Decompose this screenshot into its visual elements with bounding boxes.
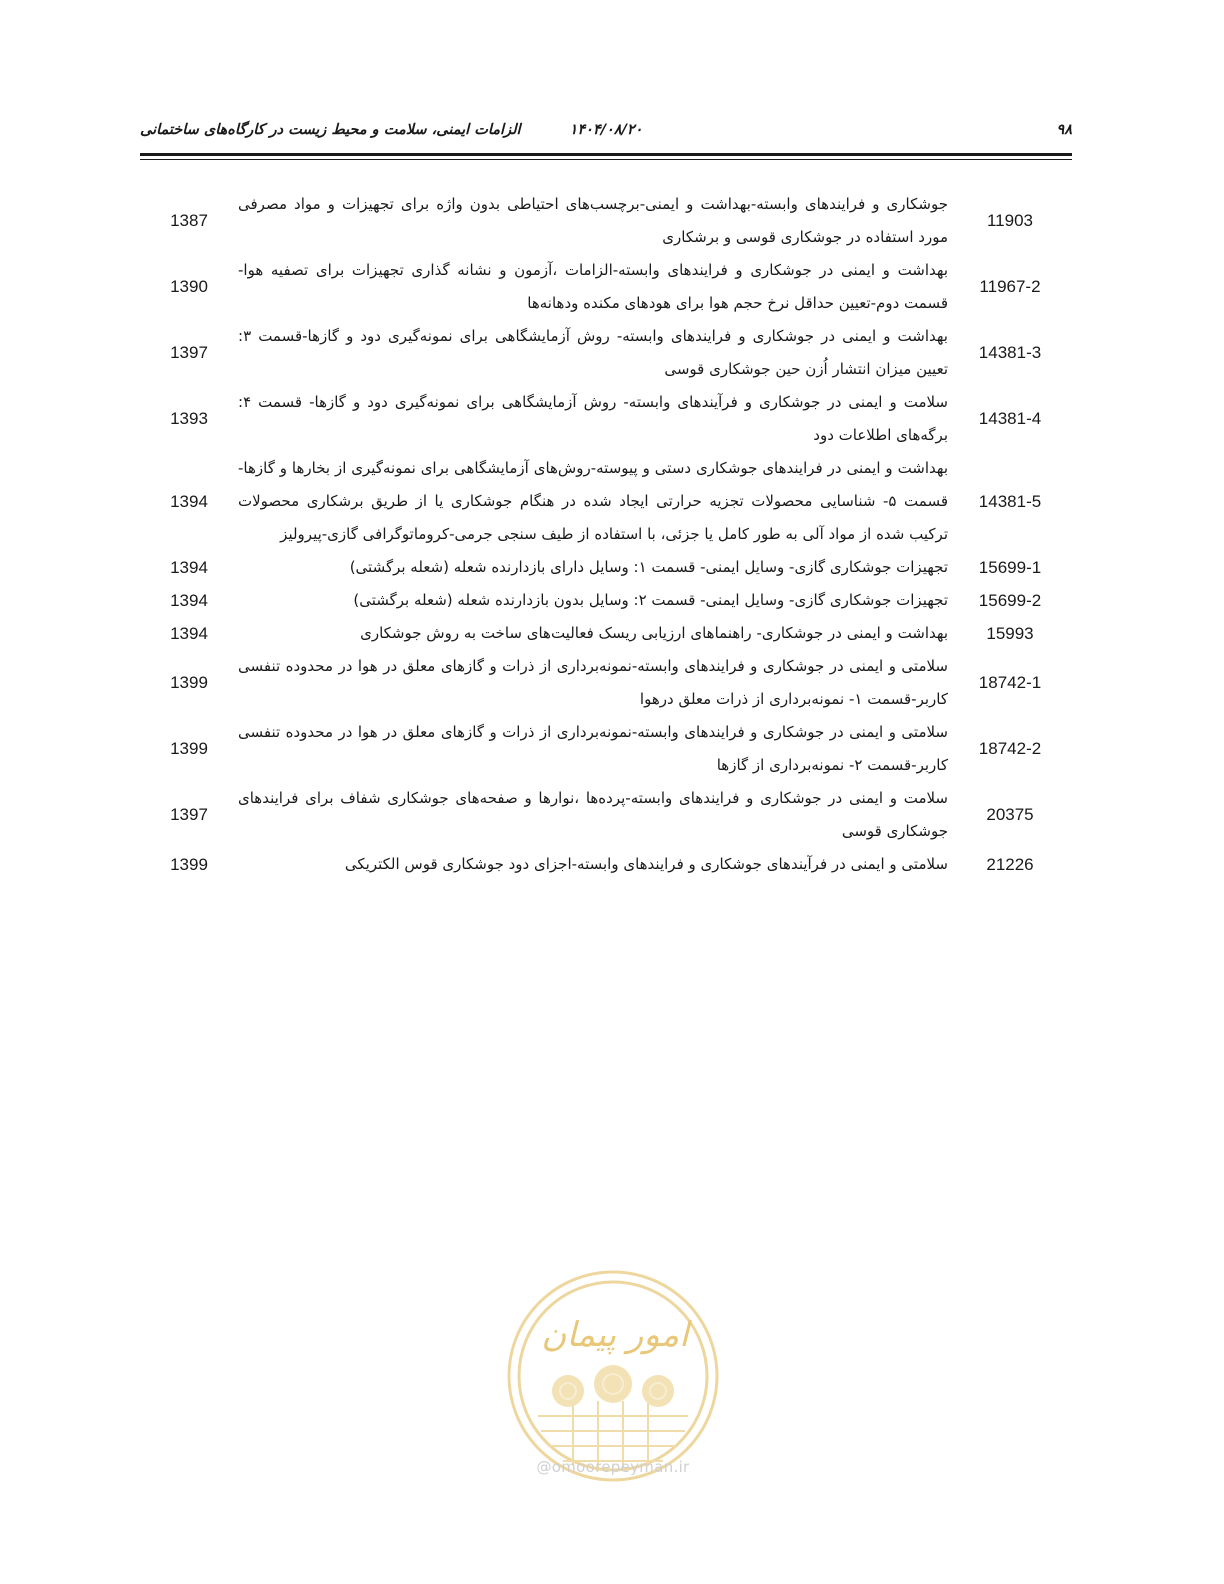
standard-title: تجهیزات جوشکاری گازی- وسایل ایمنی- قسمت ۱: وسایل دارای بازدارنده شعله (شعله برگشتی) <box>349 558 948 576</box>
table-row <box>140 320 1072 386</box>
standard-title: تجهیزات جوشکاری گازی- وسایل ایمنی- قسمت ۲: وسایل بدون بازدارنده شعله (شعله برگشتی) <box>353 591 948 609</box>
standard-title: سلامتی و ایمنی در جوشکاری و فرایندهای وابسته-نمونه‌برداری از ذرات و گازهای معلق در هوا در محدوده تنفسی کاربر-قسمت ۲- نمونه‌برداری از گازها <box>238 723 948 774</box>
standard-number: 21226 <box>986 854 1034 874</box>
standard-year: 1394 <box>170 491 208 511</box>
table-row <box>140 584 1072 617</box>
standard-year: 1394 <box>170 557 208 577</box>
standard-year: 1399 <box>170 854 208 874</box>
standards-table <box>140 188 1072 881</box>
standard-number: 18742-1 <box>978 673 1042 692</box>
standard-year: 1397 <box>170 805 208 824</box>
standard-year: 1394 <box>170 590 208 610</box>
standard-number: 15699-1 <box>978 557 1042 577</box>
header-date: ۱۴۰۴/۰۸/۲۰ <box>569 122 643 138</box>
watermark-seal <box>503 1266 723 1486</box>
table-row <box>140 617 1072 650</box>
running-header <box>140 122 1072 148</box>
standard-number: 14381-3 <box>978 343 1042 362</box>
header-title: الزامات ایمنی، سلامت و محیط زیست در کارگاه‌های ساختمانی <box>140 122 521 138</box>
table-row <box>140 716 1072 782</box>
standard-title: سلامتی و ایمنی در فرآیندهای جوشکاری و فرایندهای وابسته-اجزای دود جوشکاری قوس الکتریکی <box>344 855 948 873</box>
standard-number: 14381-4 <box>978 409 1042 428</box>
standard-title: جوشکاری و فرایندهای وابسته-بهداشت و ایمنی-برچسب‌های احتیاطی بدون واژه برای تجهیزات و مواد مصرفی مورد استفاده در جوشکاری قوسی و برشکاری <box>238 195 948 246</box>
table-row <box>140 452 1072 551</box>
standard-number: 11903 <box>986 211 1033 230</box>
standard-title: بهداشت و ایمنی در جوشکاری- راهنماهای ارزیابی ریسک فعالیت‌های ساخت به روش جوشکاری <box>360 624 948 642</box>
table-row <box>140 782 1072 848</box>
standard-year: 1390 <box>170 277 208 296</box>
table-row <box>140 650 1072 716</box>
standard-number: 15993 <box>986 623 1034 643</box>
watermark-caption: @omoorepeyman.ir <box>536 1458 690 1476</box>
standard-number: 18742-2 <box>978 739 1042 758</box>
standard-year: 1393 <box>170 409 208 428</box>
table-row <box>140 254 1072 320</box>
table-row <box>140 386 1072 452</box>
standard-title: سلامتی و ایمنی در جوشکاری و فرایندهای وابسته-نمونه‌برداری از ذرات و گازهای معلق در هوا در محدوده تنفسی کاربر-قسمت ۱- نمونه‌برداری از ذرات معلق درهوا <box>238 657 948 708</box>
standard-title: بهداشت و ایمنی در جوشکاری و فرایندهای وابسته- روش آزمایشگاهی برای نمونه‌گیری دود و گازها-قسمت ۳: تعیین میزان انتشار اُزن حین جوشکاری قوسی <box>238 327 948 378</box>
header-rule-thick <box>140 153 1072 156</box>
standard-number: 20375 <box>986 805 1034 824</box>
standard-year: 1399 <box>170 673 208 692</box>
standard-title: سلامت و ایمنی در جوشکاری و فرایندهای وابسته-پرده‌ها ،نوارها و صفحه‌های جوشکاری شفاف برای فرایندهای جوشکاری قوسی <box>238 789 948 840</box>
standard-title: بهداشت و ایمنی در فرایندهای جوشکاری دستی و پیوسته-روش‌های آزمایشگاهی برای نمونه‌گیری از بخارها و گازها-قسمت ۵- شناسایی محصولات تجزیه حرارتی ایجاد شده در هنگام جوشکاری یا از طریق برشکاری محصولات ترکیب شده از مواد آلی به طور کامل یا جزئی، با استفاده از طیف سنجی جرمی-کروماتوگرافی گازی-پیرولیز <box>238 459 948 543</box>
header-rule-thin <box>140 159 1072 160</box>
standard-year: 1394 <box>170 623 208 643</box>
standard-number: 15699-2 <box>978 590 1042 610</box>
standard-year: 1397 <box>170 343 208 362</box>
standard-title: بهداشت و ایمنی در جوشکاری و فرایندهای وابسته-الزامات ،آزمون و نشانه گذاری تجهیزات برای تصفیه هوا-قسمت دوم-تعیین حداقل نرخ حجم هوا برای هودهای مکنده ودهانه‌ها <box>238 261 948 312</box>
table-row <box>140 188 1072 254</box>
standard-number: 11967-2 <box>979 277 1041 296</box>
standard-number: 14381-5 <box>978 491 1042 511</box>
standard-year: 1387 <box>170 211 208 230</box>
standards-table-body <box>140 188 1072 881</box>
table-row <box>140 551 1072 584</box>
table-row <box>140 848 1072 881</box>
watermark-logo-text: امور پیمان <box>541 1315 689 1355</box>
standard-title: سلامت و ایمنی در جوشکاری و فرآیندهای وابسته- روش آزمایشگاهی برای نمونه‌گیری دود و گازها- قسمت ۴: برگه‌های اطلاعات دود <box>238 393 948 444</box>
page-number: ۹۸ <box>1056 122 1072 138</box>
standard-year: 1399 <box>170 739 208 758</box>
